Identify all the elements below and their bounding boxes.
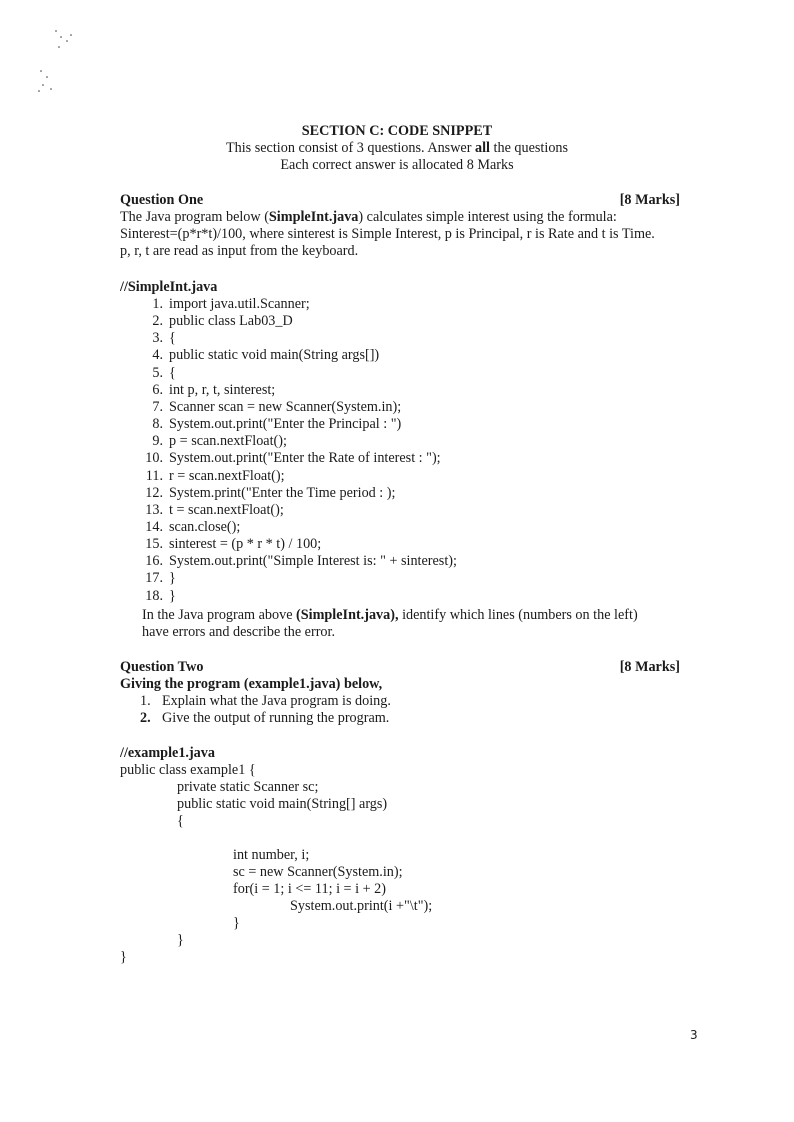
line-number: 12. — [145, 484, 163, 501]
code-line: System.out.print(i +"\t"); — [290, 898, 433, 914]
question-one-intro-line3: p, r, t are read as input from the keyboard. — [120, 243, 359, 259]
question-two-item: 2. Give the output of running the program. — [140, 710, 390, 726]
line-code: scan.close(); — [169, 518, 241, 535]
line-code: System.print("Enter the Time period : ); — [169, 484, 396, 501]
code-line: for(i = 1; i <= 11; i = i + 2) — [233, 881, 386, 897]
code-line — [141, 399, 401, 416]
line-code: System.out.print("Enter the Principal : ") — [169, 416, 402, 433]
line-code: public static void main(String args[]) — [169, 347, 380, 364]
line-number: 1. — [152, 296, 163, 312]
code-line — [141, 485, 395, 502]
code-line: private static Scanner sc; — [177, 779, 319, 795]
section-marks-note: Each correct answer is allocated 8 Marks — [280, 157, 514, 173]
code-line — [141, 296, 310, 313]
line-number: 13. — [145, 501, 163, 518]
code-line — [141, 365, 176, 382]
question-one-marks: [8 Marks] — [619, 192, 680, 208]
line-number: 16. — [145, 553, 163, 570]
example1-file-label: //example1.java — [120, 745, 215, 761]
line-code: public class Lab03_D — [169, 313, 293, 330]
code-line — [141, 588, 176, 605]
code-line — [141, 450, 441, 467]
code-line — [141, 330, 176, 347]
question-two-marks: [8 Marks] — [619, 659, 680, 675]
code-line — [141, 382, 275, 399]
line-code: } — [169, 587, 176, 604]
question-one-task-line1: In the Java program above (SimpleInt.java), identify which lines (numbers on the left) — [142, 607, 638, 623]
line-code: { — [169, 330, 176, 347]
code-line: { — [177, 813, 184, 829]
section-title: SECTION C: CODE SNIPPET — [301, 123, 493, 139]
line-number: 3. — [152, 330, 163, 347]
code-line — [141, 519, 240, 536]
section-instructions: This section consist of 3 questions. Answer all the questions — [225, 140, 569, 156]
line-code: t = scan.nextFloat(); — [169, 501, 284, 518]
line-number: 6. — [152, 381, 163, 398]
question-one-intro-line1: The Java program below (SimpleInt.java) calculates simple interest using the formula: — [120, 209, 617, 225]
code-line: } — [233, 915, 240, 931]
code-line: int number, i; — [233, 847, 310, 863]
code-line: sc = new Scanner(System.in); — [233, 864, 403, 880]
question-one-intro-line2: Sinterest=(p*r*t)/100, where sinterest is Simple Interest, p is Principal, r is Rate and t is Time. — [120, 226, 655, 242]
question-one-task-line2: have errors and describe the error. — [142, 624, 336, 640]
line-code: int p, r, t, sinterest; — [169, 381, 276, 398]
question-two-title: Question Two — [120, 659, 204, 675]
simpleint-file-label: //SimpleInt.java — [120, 279, 218, 295]
page-number: 3 — [690, 1028, 698, 1042]
code-line: } — [177, 932, 184, 948]
line-number: 8. — [152, 416, 163, 433]
line-code: { — [169, 364, 176, 381]
code-line — [141, 416, 401, 433]
question-one-title: Question One — [120, 192, 204, 208]
line-number: 5. — [152, 364, 163, 381]
line-code: r = scan.nextFloat(); — [169, 467, 285, 484]
line-code: } — [169, 570, 176, 587]
line-code: import java.util.Scanner; — [169, 296, 310, 312]
question-two-subtitle: Giving the program (example1.java) below, — [120, 676, 383, 692]
line-code: System.out.print("Simple Interest is: " + sinterest); — [169, 553, 457, 570]
line-number: 2. — [152, 313, 163, 330]
line-number: 17. — [145, 570, 163, 587]
code-line — [141, 536, 321, 553]
code-line — [141, 468, 285, 485]
line-number: 15. — [145, 536, 163, 553]
question-two-item: 1. Explain what the Java program is doing. — [140, 693, 391, 709]
line-number: 9. — [152, 433, 163, 450]
line-number: 7. — [152, 398, 163, 415]
line-number: 4. — [152, 347, 163, 364]
code-line: public static void main(String[] args) — [177, 796, 388, 812]
code-line — [141, 347, 379, 364]
code-line — [141, 433, 287, 450]
code-line — [141, 553, 457, 570]
code-line — [141, 570, 176, 587]
code-line — [141, 313, 293, 330]
code-line — [141, 502, 284, 519]
code-line: public class example1 { — [120, 762, 256, 778]
line-number: 10. — [145, 450, 163, 467]
line-code: Scanner scan = new Scanner(System.in); — [169, 398, 402, 415]
code-line: } — [120, 949, 127, 965]
line-code: sinterest = (p * r * t) / 100; — [169, 536, 322, 553]
line-code: p = scan.nextFloat(); — [169, 433, 287, 450]
line-number: 18. — [145, 587, 163, 604]
line-number: 14. — [145, 518, 163, 535]
line-number: 11. — [145, 467, 163, 484]
line-code: System.out.print("Enter the Rate of interest : "); — [169, 450, 441, 467]
